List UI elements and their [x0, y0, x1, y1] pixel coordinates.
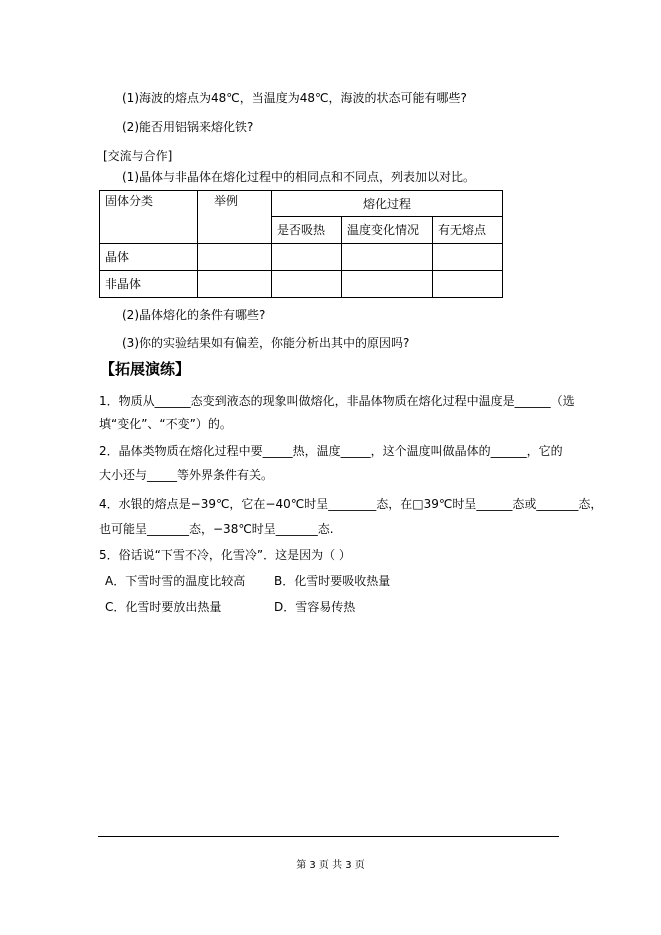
question-error-analysis: (3)你的实验结果如有偏差，你能分析出其中的原因吗? [122, 336, 410, 350]
header-category: 固体分类 [100, 191, 198, 244]
comparison-table [99, 190, 503, 298]
exercise-1-line-1: 1．物质从______态变到液态的现象叫做熔化，非晶体物质在熔化过程中温度是______（选 [99, 394, 575, 408]
section-title-exchange: [交流与合作] [103, 149, 173, 163]
header-example: 举例 [198, 191, 272, 244]
table-cell [342, 244, 433, 271]
option-b: B．化雪时要吸收热量 [274, 574, 391, 588]
section-title-extension: 【拓展演练】 [100, 360, 191, 378]
header-melting-point: 有无熔点 [433, 217, 503, 244]
table-cell [198, 271, 272, 298]
table-cell [342, 271, 433, 298]
option-a: A．下雪时雪的温度比较高 [105, 574, 246, 588]
header-absorb-heat: 是否吸热 [272, 217, 342, 244]
exercise-5-stem: 5．俗话说“下雪不冷，化雪冷”．这是因为（ ） [99, 548, 351, 562]
exercise-4-line-2: 也可能呈_______态，−38℃时呈_______态. [99, 522, 334, 536]
header-process: 熔化过程 [272, 191, 503, 217]
table-cell [433, 244, 503, 271]
exercise-4-line-1: 4．水银的熔点是−39℃，它在−40℃时呈________态，在□39℃时呈______态或_______态， [99, 497, 603, 511]
row-label-crystal: 晶体 [100, 244, 198, 271]
table-row [100, 244, 503, 271]
table-cell [272, 244, 342, 271]
row-label-amorphous: 非晶体 [100, 271, 198, 298]
exercise-2-line-2: 大小还与_____等外界条件有关。 [99, 468, 274, 482]
question-compare: (1)晶体与非晶体在熔化过程中的相同点和不同点，列表加以对比。 [122, 170, 476, 184]
table-cell [272, 271, 342, 298]
table-cell [433, 271, 503, 298]
option-c: C．化雪时要放出热量 [105, 600, 222, 614]
exercise-1-line-2: 填“变化”、“不变”）的。 [99, 417, 232, 431]
header-temp-change: 温度变化情况 [342, 217, 433, 244]
footer-divider [98, 836, 559, 837]
option-d: D．雪容易传热 [274, 600, 356, 614]
question-melting-point: (1)海波的熔点为48℃，当温度为48℃，海波的状态可能有哪些? [122, 91, 467, 105]
exercise-2-line-1: 2．晶体类物质在熔化过程中要_____热，温度_____，这个温度叫做晶体的______，它的 [99, 444, 563, 458]
page-number: 第 3 页 共 3 页 [296, 860, 365, 871]
question-melting-conditions: (2)晶体熔化的条件有哪些? [122, 308, 266, 322]
table-row [100, 271, 503, 298]
table-cell [198, 244, 272, 271]
question-aluminum-pot: (2)能否用铝锅来熔化铁? [122, 120, 254, 134]
